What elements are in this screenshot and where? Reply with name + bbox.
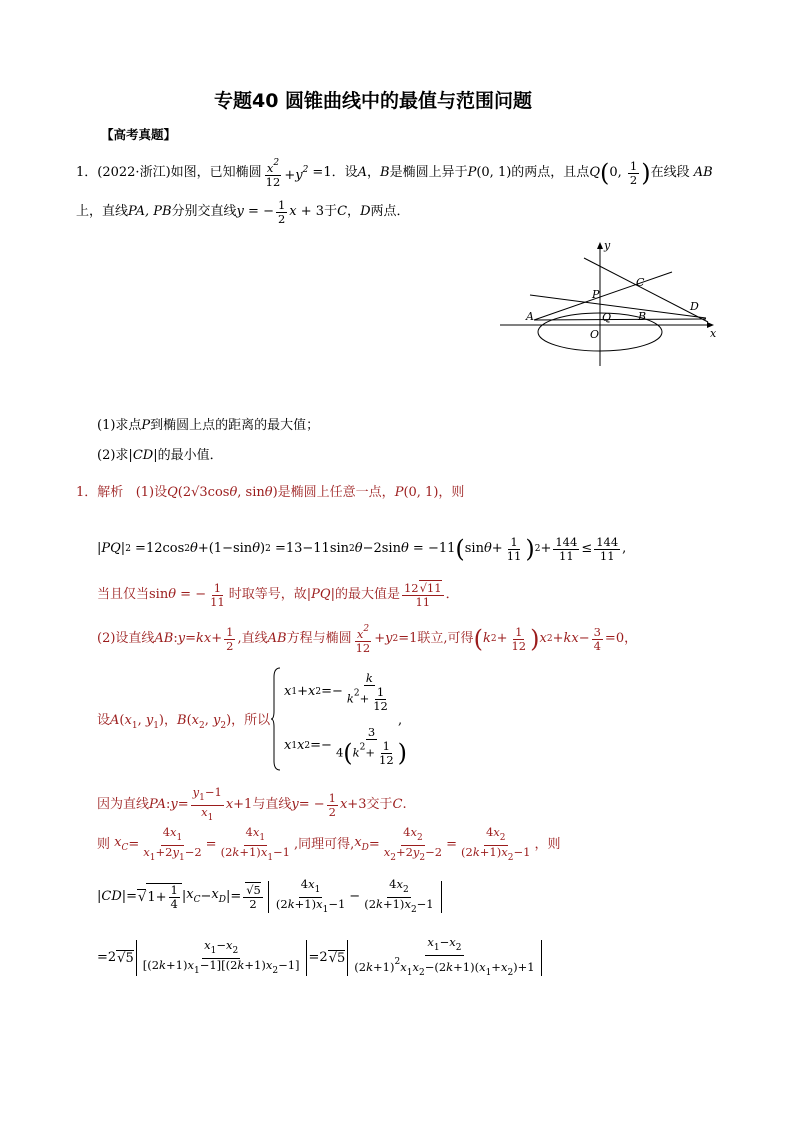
solution-line-9: =2 √5 $\frac{x_1-x_2}{[(2k+1)x_1-1][(2k+1)x_2-1]}$ =2 √5 $\frac{x_1-x_2}{(2k+1)^2x_1x_2-(2k+1)(x_1+x_2)+1}$ [97, 938, 544, 978]
solution-line-3: 当且仅当 sin θ = − $\frac{1}{11}$ 时取等号，故 | PQ | 的最大值是 $\frac{12√11}{11}$ ． [97, 580, 459, 609]
question-1: (1)求点P到椭圆上点的距离的最大值； [97, 418, 320, 433]
label-c: C [636, 276, 645, 289]
ellipse-figure [496, 236, 728, 372]
solution-line-5: 设$A(x_1$, $y_1$)，$B(x_2$, $y_2$)，所以 [97, 713, 271, 731]
system-comma: , [398, 713, 403, 728]
label-y: y [604, 239, 611, 252]
section-heading: 【高考真题】 [101, 127, 177, 142]
label-p: P [592, 288, 600, 301]
solution-line-2: | PQ | 2 =12cos 2 θ +(1−sin θ ) 2 =13−11sin 2 θ −2sin θ = −11 ( sin θ + $\frac{1}{11}$ ) 2 + $\frac{144}{11}$ ≤ $\frac{144}{11}$ , [97, 534, 627, 563]
label-d: D [690, 300, 699, 313]
label-o: O [590, 328, 600, 341]
solution-line-8: | CD |= √ 1+ $\frac{1}{4}$ | $x_C$ − $x_D$ |= $\frac{√5}{2}$ $\frac{4x_1}{(2k+1)x_1-1}$ − $\frac{4x_2}{(2k+1)x_2-1}$ [97, 878, 445, 916]
problem-line-1: 1． (2022·浙江) 如图，已知椭圆 $\frac{x^2}{12}$ $+y^2$ =1 ．设 A ， B 是椭圆上异于 P (0, 1) 的两点，且点 Q ( 0, $\frac{1}{2}$ ) 在线段 AB [76, 158, 713, 189]
label-a: A [526, 310, 534, 323]
solution-line-6: 因为直线 PA : y = $\frac{y_1-1}{x_1}$ x +1 与直线 y = − $\frac{1}{2}$ x +3 交于 C . [97, 784, 407, 823]
page-title: 专题40 圆锥曲线中的最值与范围问题 [214, 90, 533, 112]
problem-number: 1． [76, 165, 98, 180]
solution-line-1: 1．解析 (1)设Q(2√3cosθ, sinθ)是椭圆上任意一点，P(0, 1)，则 [76, 485, 465, 500]
label-q: Q [602, 311, 612, 324]
label-b: B [638, 310, 647, 323]
system-eq-2: x 1 x 2 =− 3 $4(k^2+$ $\frac{1}{12}$ ) [284, 724, 408, 767]
system-eq-1: x 1 + x 2 =− k $k^2+$ $\frac{1}{12}$ [284, 670, 388, 713]
label-x: x [710, 327, 717, 340]
solution-line-7: 则 $x_C$ = $\frac{4x_1}{x_1+2y_1-2}$ = $\frac{4x_1}{(2k+1)x_1-1}$ ,同理可得, $x_D$ = $\frac{4x_2}{x_2+2y_2-2}$ = $\frac{4x_2}{(2k+1)x_2-1}$ ，则 [97, 824, 561, 863]
problem-line-2: 上，直线 PA, PB 分别交直线 y = − $\frac{1}{2}$ x + 3 于 C ， D 两点． [76, 197, 410, 226]
solution-line-4: (2)设直线 AB : y = kx + $\frac{1}{2}$ , 直线 AB 方程与椭圆 $\frac{x^2}{12}$ + y 2 =1 联立,可得 ( k 2 + $\frac{1}{12}$ ) x 2 + kx − $\frac{3}{4}$ =0， [97, 624, 638, 655]
question-2: (2)求|CD|的最小值． [97, 448, 223, 463]
problem-source: (2022·浙江) [97, 165, 171, 180]
system-brace [271, 667, 281, 771]
